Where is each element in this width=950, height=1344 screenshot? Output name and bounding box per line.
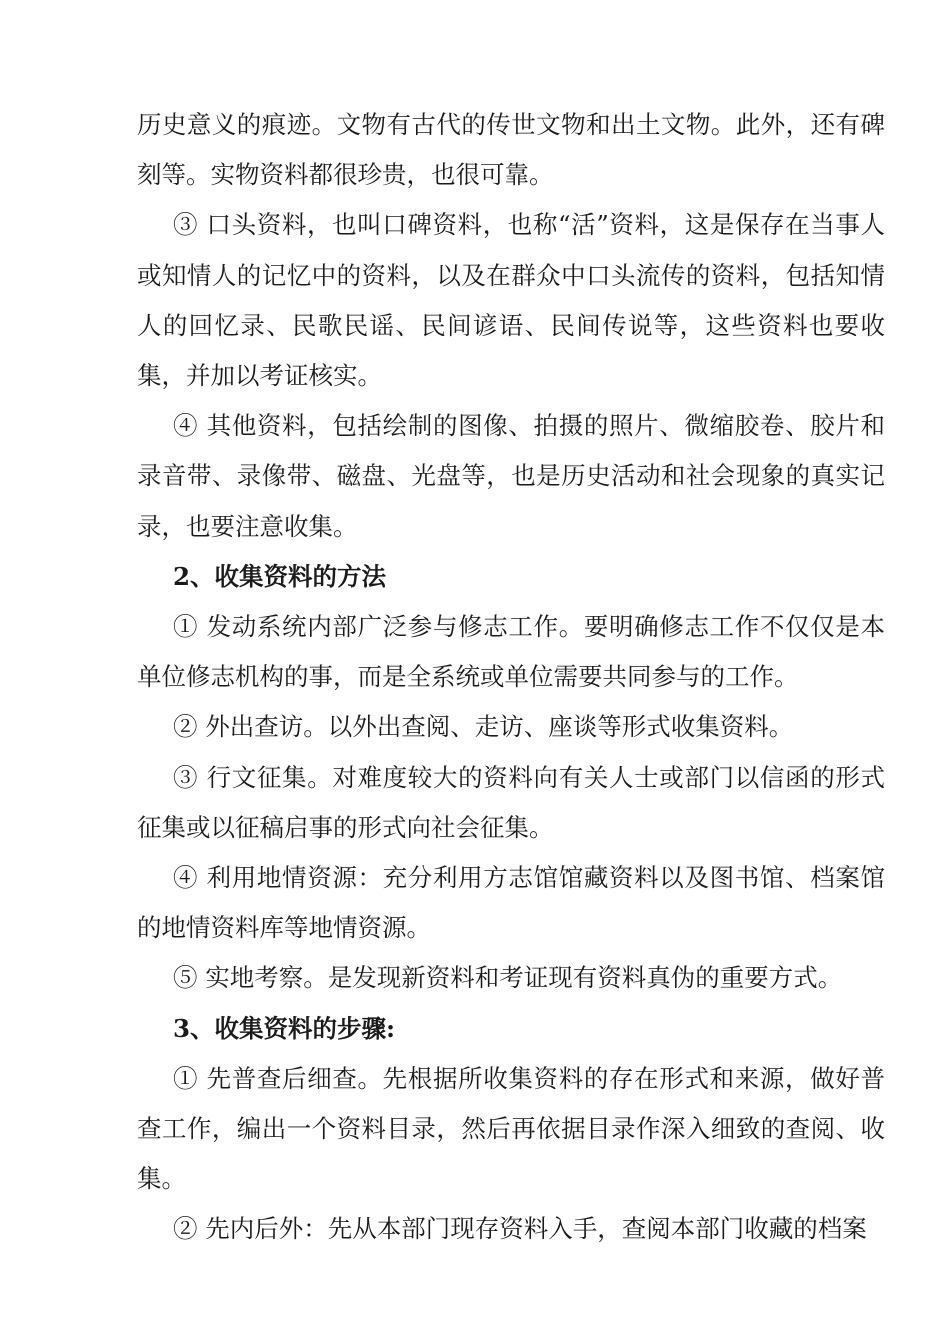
paragraph-continuation: 历史意义的痕迹。文物有古代的传世文物和出土文物。此外，还有碑刻等。实物资料都很珍贵，也很可靠。: [137, 110, 885, 190]
paragraph-method-4: ④ 利用地情资源：充分利用方志馆馆藏资料以及图书馆、档案馆的地情资料库等地情资源。: [137, 863, 885, 943]
section-heading-methods: 2、收集资料的方法: [173, 561, 387, 591]
paragraph-method-3: ③ 行文征集。对难度较大的资料向有关人士或部门以信函的形式征集或以征稿启事的形式向社会征集。: [137, 762, 885, 842]
paragraph-step-1: ① 先普查后细查。先根据所收集资料的存在形式和来源，做好普查工作，编出一个资料目录，然后再依据目录作深入细致的查阅、收集。: [137, 1063, 885, 1194]
document-body: [137, 100, 885, 1255]
paragraph-step-2: ② 先内后外：先从本部门现存资料入手，查阅本部门收藏的档案: [173, 1214, 867, 1244]
paragraph-method-5: ⑤ 实地考察。是发现新资料和考证现有资料真伪的重要方式。: [173, 963, 843, 993]
paragraph-method-1: ① 发动系统内部广泛参与修志工作。要明确修志工作不仅仅是本单位修志机构的事，而是全系统或单位需要共同参与的工作。: [137, 612, 885, 692]
section-heading-steps: 3、收集资料的步骤:: [173, 1013, 396, 1043]
paragraph-other-materials: ④ 其他资料，包括绘制的图像、拍摄的照片、微缩胶卷、胶片和录音带、录像带、磁盘、光盘等，也是历史活动和社会现象的真实记录，也要注意收集。: [137, 411, 885, 541]
paragraph-oral-materials: ③ 口头资料，也叫口碑资料，也称“活”资料，这是保存在当事人或知情人的记忆中的资料，以及在群众中口头流传的资料，包括知情人的回忆录、民歌民谣、民间谚语、民间传说等，这些资料也要收集，并加以考证核实。: [137, 210, 885, 391]
paragraph-method-2: ② 外出查访。以外出查阅、走访、座谈等形式收集资料。: [173, 712, 794, 742]
